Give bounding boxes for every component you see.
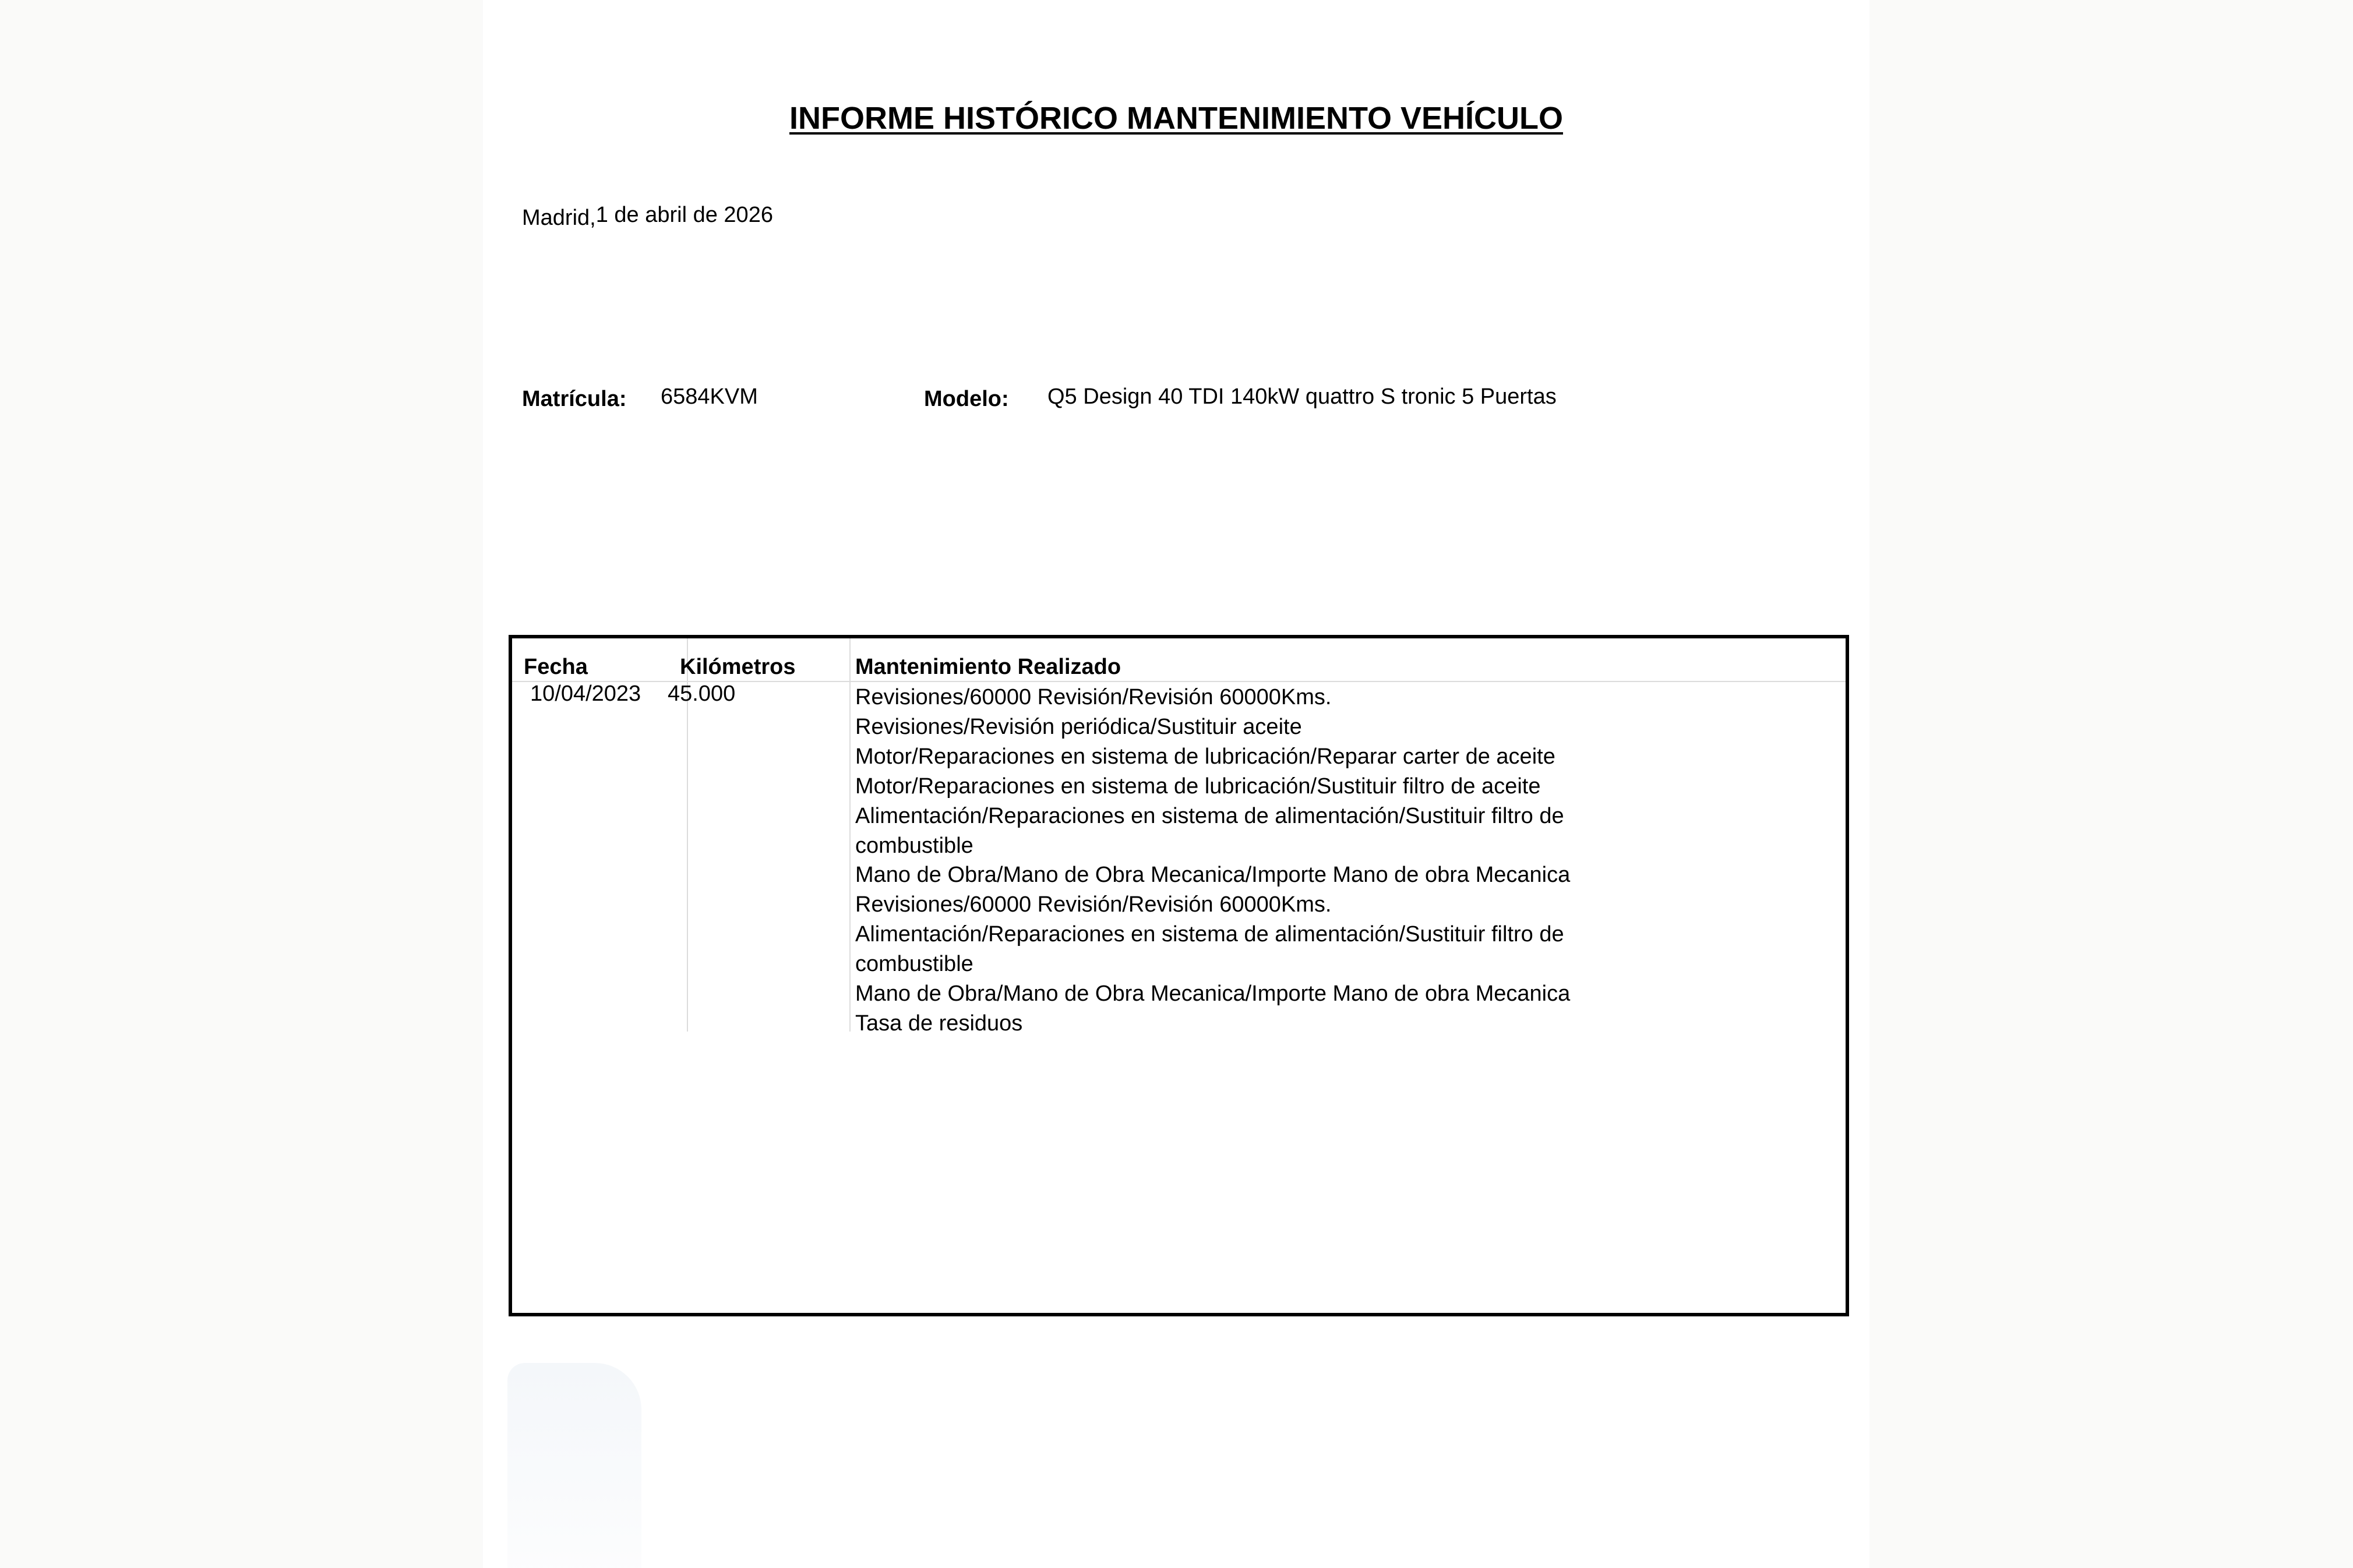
maintenance-item: Motor/Reparaciones en sistema de lubricación/Sustituir filtro de aceite bbox=[855, 774, 1541, 799]
place: Madrid, bbox=[522, 206, 596, 230]
row-km: 45.000 bbox=[668, 681, 736, 706]
plate-label: Matrícula: bbox=[522, 387, 627, 411]
maintenance-item: combustible bbox=[855, 952, 973, 977]
maintenance-item: Mano de Obra/Mano de Obra Mecanica/Importe Mano de obra Mecanica bbox=[855, 981, 1571, 1007]
maintenance-item: Alimentación/Reparaciones en sistema de alimentación/Sustituir filtro de bbox=[855, 803, 1564, 828]
model-label: Modelo: bbox=[924, 387, 1009, 411]
maintenance-item: Motor/Reparaciones en sistema de lubricación/Reparar carter de aceite bbox=[855, 744, 1555, 769]
column-divider bbox=[849, 638, 851, 1032]
header-maintenance: Mantenimiento Realizado bbox=[855, 655, 1121, 679]
report-date: 1 de abril de 2026 bbox=[595, 203, 773, 227]
place-date-line bbox=[522, 203, 773, 231]
maintenance-item: Revisiones/60000 Revisión/Revisión 60000Kms. bbox=[855, 892, 1332, 917]
maintenance-item: combustible bbox=[855, 833, 973, 858]
model-value: Q5 Design 40 TDI 140kW quattro S tronic 5 Puertas bbox=[1047, 384, 1557, 409]
maintenance-item: Mano de Obra/Mano de Obra Mecanica/Importe Mano de obra Mecanica bbox=[855, 863, 1571, 888]
report-page bbox=[483, 0, 1869, 1568]
row-date: 10/04/2023 bbox=[530, 681, 641, 706]
maintenance-table bbox=[509, 635, 1849, 1316]
maintenance-item: Alimentación/Reparaciones en sistema de alimentación/Sustituir filtro de bbox=[855, 922, 1564, 947]
maintenance-item: Tasa de residuos bbox=[855, 1011, 1023, 1036]
maintenance-item: Revisiones/Revisión periódica/Sustituir aceite bbox=[855, 714, 1302, 739]
report-title: INFORME HISTÓRICO MANTENIMIENTO VEHÍCULO bbox=[789, 101, 1563, 136]
header-km: Kilómetros bbox=[680, 655, 796, 679]
plate-value: 6584KVM bbox=[661, 384, 758, 409]
maintenance-item: Revisiones/60000 Revisión/Revisión 60000Kms. bbox=[855, 685, 1332, 709]
faded-mark bbox=[507, 1363, 641, 1568]
maintenance-items bbox=[855, 683, 1570, 1039]
header-date: Fecha bbox=[524, 655, 588, 679]
